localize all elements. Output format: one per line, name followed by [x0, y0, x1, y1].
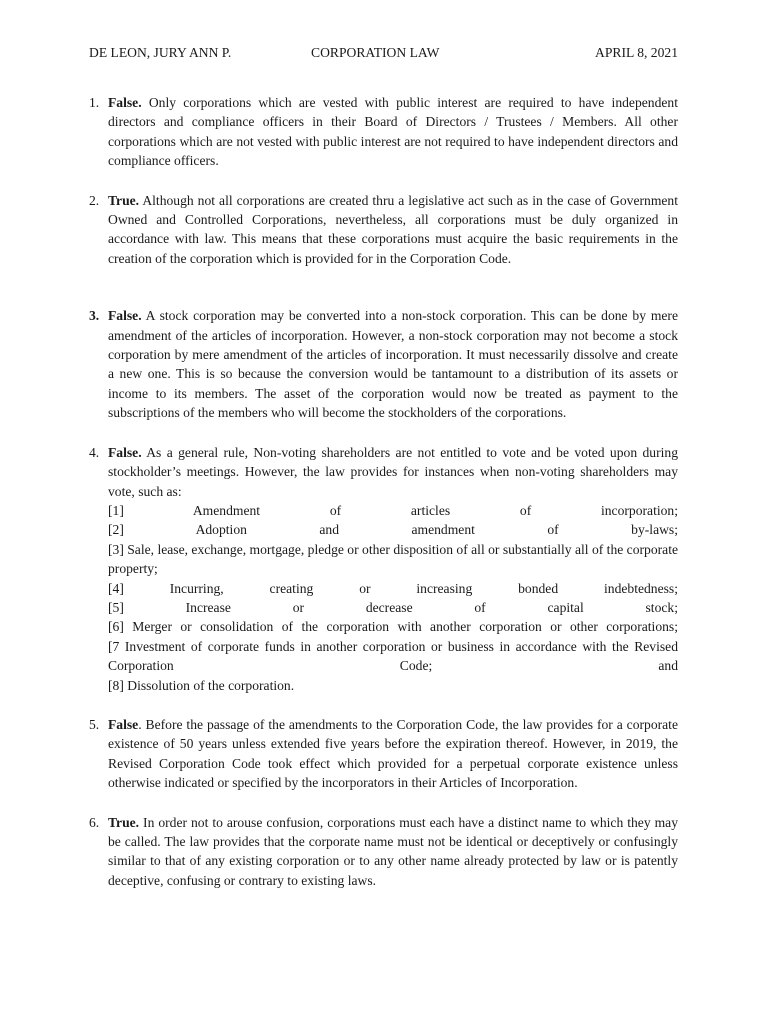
item-number: 2. [89, 192, 100, 208]
item-verdict: True. [108, 192, 140, 208]
item-verdict: True. [108, 814, 140, 830]
item-text: Only corporations which are vested with public interest are required to have independent directors and compliance officers in their Board of Directors / Trustees / Members. All other corporations which are not vested with public interest are not required to have independent directors and compliance officers. [108, 95, 678, 169]
item-number: 1. [89, 95, 100, 110]
item-verdict: False [108, 716, 139, 732]
voting-instance: [2] Adoption and amendment of by-laws; [108, 522, 678, 538]
item-number: 4. [89, 444, 100, 460]
answer-item-3 [89, 306, 678, 422]
item-number: 5. [89, 716, 100, 732]
author-name: DE LEON, JURY ANN P. [89, 45, 232, 60]
answer-item-4 [89, 443, 678, 695]
item-verdict: False. [108, 95, 142, 110]
voting-instance: [1] Amendment of articles of incorporation; [108, 502, 678, 518]
document-header [89, 45, 678, 65]
item-text: As a general rule, Non-voting shareholders are not entitled to vote and be voted upon during stockholder’s meetings. However, the law provides for instances when non-voting shareholders may vote, such as: [108, 444, 678, 499]
item-text: . Before the passage of the amendments to the Corporation Code, the law provides for a corporate existence of 50 years unless extended five years before the expiration thereof. However, in 2019, the Revised Corporation Code took effect which provided for a perpetual corporate existence unless otherwise indicated or specified by the incorporators in their Articles of Incorporation. [108, 716, 678, 791]
answer-item-5 [89, 715, 678, 793]
answer-item-1 [89, 93, 678, 171]
item-number: 6. [89, 814, 100, 830]
item-text: A stock corporation may be converted into a non-stock corporation. This can be done by mere amendment of the articles of incorporation. However, a non-stock corporation may not become a stock corporation by mere amendment of the articles of incorporation. It must necessarily dissolve and create a new one. This is so because the conversion would be tantamount to a distribution of its assets or income to its members. The asset of the corporation would now be treated as payment to the subscriptions of the members who will become the stockholders of the corporations. [108, 308, 678, 421]
voting-instance: [6] Merger or consolidation of the corporation with another corporation or other corporations; [108, 619, 678, 635]
voting-instance: [7 Investment of corporate funds in another corporation or business in accordance with the Revised Corporation Code; and [108, 638, 678, 674]
document-date: APRIL 8, 2021 [595, 45, 678, 60]
answer-item-2 [89, 191, 678, 269]
item-verdict: False. [108, 308, 142, 324]
answer-item-6 [89, 813, 678, 891]
voting-instance: [3] Sale, lease, exchange, mortgage, pledge or other disposition of all or substantially all of the corporate property; [108, 541, 679, 577]
item-text: Although not all corporations are created thru a legislative act such as in the case of Government Owned and Controlled Corporations, nevertheless, all corporations must be duly organized in accordance with law. This means that these corporations must acquire the basic requirements in the creation of the corporation which is provided for in the Corporation Code. [108, 192, 678, 266]
item-verdict: False. [108, 444, 142, 460]
voting-instance: [5] Increase or decrease of capital stock; [108, 599, 678, 615]
course-title: CORPORATION LAW [311, 45, 440, 60]
voting-instance: [4] Incurring, creating or increasing bonded indebtedness; [108, 580, 678, 596]
voting-instance: [8] Dissolution of the corporation. [108, 677, 295, 693]
item-number: 3. [89, 308, 100, 324]
answer-list [89, 93, 678, 890]
item-text: In order not to arouse confusion, corporations must each have a distinct name to which they may be called. The law provides that the corporate name must not be identical or deceptively or confusingly similar to that of any existing corporation or to any other name already protected by law or is patently deceptive, confusing or contrary to existing laws. [108, 814, 678, 888]
